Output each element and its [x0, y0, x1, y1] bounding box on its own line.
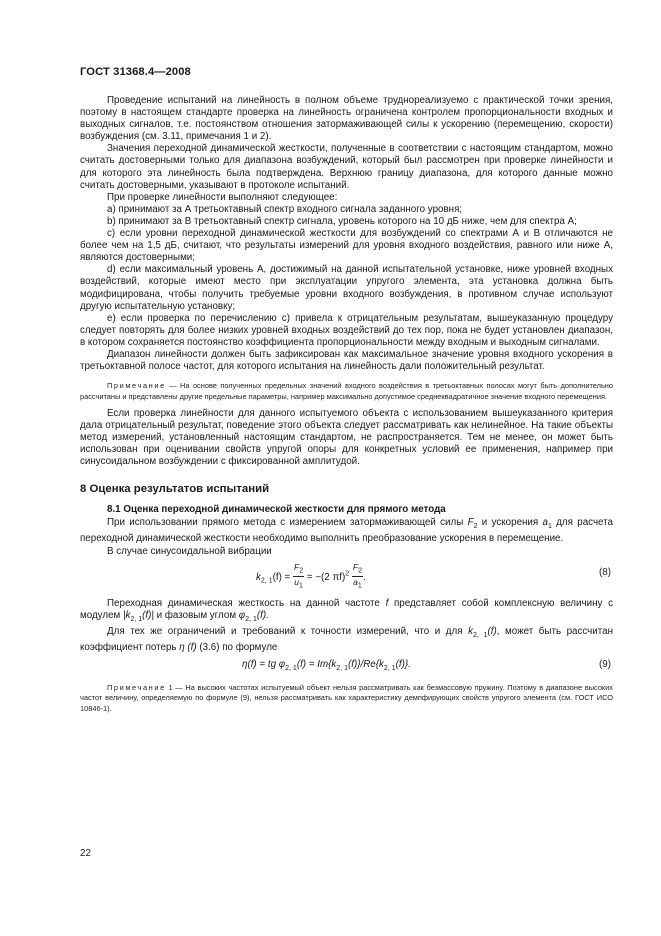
document-header: ГОСТ 31368.4—2008: [80, 66, 191, 78]
paragraph: Проведение испытаний на линейность в полном объеме труднореализуемо с практической точки зрения, поэтому в настоящем стандарте проверка на линейность ограничена контролем пропорциональности входных и выходных сигналов, т.е. постоянством отношения затормаживающей силы к ускорению (перемещению, скорости) возбуждения (см. 3.11, примечания 1 и 2).: [80, 95, 613, 143]
note-text: 1 — На высоких частотах испытуемый объект нельзя рассматривать как безмассовую пружину. Поэтому в диапазоне высоких частот величину, определяемую по формуле (9), нельзя рассматривать как характеристику демпфирующих свойств упругого элемента (см. ГОСТ ИСО 10846-1).: [80, 682, 613, 713]
note: [80, 683, 613, 714]
list-item-a: a) принимают за А третьоктавный спектр входного сигнала заданного уровня;: [107, 203, 463, 215]
subsection-heading: 8.1 Оценка переходной динамической жесткости для прямого метода: [107, 504, 446, 516]
paragraph: При проверке линейности выполняют следующее:: [107, 191, 338, 203]
formula-number: (9): [599, 658, 611, 670]
paragraph: Значения переходной динамической жесткости, полученные в соответствии с настоящим стандартом, можно считать достоверными только для диапазона возбуждений, который был рассмотрен при проверке линейности и для которого эта линейность была подтверждена. Верхнюю границу диапазона, для которого данные можно считать достоверными, указывают в протоколе испытаний.: [80, 143, 613, 191]
fraction: $\frac{F_2}{u_1}$: [294, 561, 304, 591]
document-body: [80, 95, 613, 720]
formula-expression: η(f) = tg $\varphi_{2, 1}(f) = Im\{k_{2, 1}(f)\}/Re\{k_{2, 1}(f)\}$.: [242, 658, 411, 672]
list-item-b: b) принимают за В третьоктавный спектр сигнала, уровень которого на 10 дБ ниже, чем для спектра А;: [107, 215, 577, 227]
list-item-e: e) если проверка по перечислению c) привела к отрицательным результатам, вышеуказанную процедуру следует повторять для более низких уровней входных воздействий до тех пор, пока не будет установлен диапазон, в котором сохраняется постоянство коэффициента пропорциональности между входным и выходным сигналами.: [80, 312, 613, 348]
fraction: $\frac{F_2}{a_1}$: [352, 561, 362, 591]
note-label: Примечание: [107, 682, 166, 692]
section-heading: 8 Оценка результатов испытаний: [80, 483, 270, 496]
formula-number: (8): [599, 566, 611, 578]
paragraph: При использовании прямого метода с измерением затормаживающей силы $F_2$ и ускорения $a_1$ для расчета переходной динамической жесткости необходимо выполнить преобразование ускорения в перемещение.: [80, 517, 613, 545]
list-item-d: d) если максимальный уровень А, достижимый на данной испытательной установке, ниже уровней входных воздействий, которые имеют место при эксплуатации упругого элемента, эта установка должна быть модифицирована, чтобы получить требуемые уровни входного возбуждения, в противном случае используют другую испытательную установку;: [80, 264, 613, 312]
paragraph: Для тех же ограничений и требований к точности измерений, что и для $k_{2, 1}(f)$, может быть рассчитан коэффициент потерь η (f) (3.6) по формуле: [80, 625, 613, 653]
note-label: Примечание: [107, 381, 166, 391]
page-number: 22: [80, 848, 91, 859]
note-text: — На основе полученных предельных значений входного воздействия в третьоктавных полосах могут быть дополнительно рассчитаны и представлены другие предельные параметры, например максимально допустимое среднеквадратичное значение входного перемещения.: [80, 381, 613, 401]
paragraph: В случае синусоидальной вибрации: [107, 545, 272, 557]
paragraph: Если проверка линейности для данного испытуемого объекта с использованием вышеуказанного критерия дала отрицательный результат, поведение этого объекта следует рассматривать как нелинейное. На такие объекты метод измерений, установленный настоящим стандартом, не распространяется. Тем не менее, он может быть использован при оценивании свойств упругой опоры для конкретных условий ее применения, например при синусоидальном возбуждении с фиксированной амплитудой.: [80, 407, 613, 468]
formula-8: [80, 562, 613, 592]
paragraph: Диапазон линейности должен быть зафиксирован как максимальное значение уровня входного ускорения в третьоктавной полосе частот, для которого испытания на линейность дали положительный результат.: [80, 348, 613, 373]
list-item-c: c) если уровни переходной динамической жесткости для возбуждений со спектрами А и В отличаются не более чем на 1,5 дБ, считают, что результаты измерений для уровня входного воздействия, равного или ниже А, являются достоверными;: [80, 228, 613, 264]
formula-9: [80, 657, 613, 675]
paragraph: Переходная динамическая жесткость на данной частоте f представляет собой комплексную величину с модулем $|k_{2, 1}(f)|$ и фазовым углом $\varphi_{2, 1}(f)$.: [80, 597, 613, 623]
note: [80, 381, 613, 402]
formula-expression: $k_{2, 1}(f)$ = $\frac{F_2}{u_1}$ = −(2 πf)$^2$ $\frac{F_2}{a_1}$ .: [256, 561, 366, 591]
